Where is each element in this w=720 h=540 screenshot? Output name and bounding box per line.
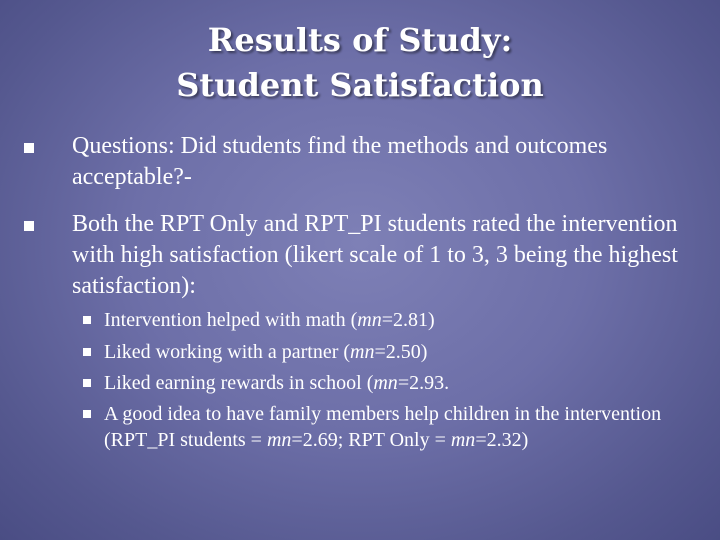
square-bullet-icon bbox=[24, 143, 34, 153]
square-bullet-icon bbox=[24, 221, 34, 231]
sub-bullet-text: Liked earning rewards in school (mn=2.93. bbox=[104, 372, 450, 394]
square-bullet-icon bbox=[83, 348, 91, 356]
sub-bullet-text: Intervention helped with math (mn=2.81) bbox=[104, 309, 435, 331]
bullet-text: Both the RPT Only and RPT_PI students rated the intervention with high satisfaction (likert scale of 1 to 3, 3 being the highest satisfaction): bbox=[72, 211, 678, 299]
bullet-text: Questions: Did students find the methods and outcomes acceptable?- bbox=[72, 133, 608, 190]
square-bullet-icon bbox=[83, 379, 91, 387]
title-line-1: Results of Study: bbox=[207, 21, 513, 59]
sub-bullet-text: Liked working with a partner (mn=2.50) bbox=[104, 341, 428, 363]
square-bullet-icon bbox=[83, 316, 91, 324]
square-bullet-icon bbox=[83, 410, 91, 418]
title-line-2: Student Satisfaction bbox=[176, 66, 544, 104]
sub-bullet-text: A good idea to have family members help children in the intervention (RPT_PI students = mn=2.69; RPT Only = mn=2.32) bbox=[104, 403, 662, 451]
